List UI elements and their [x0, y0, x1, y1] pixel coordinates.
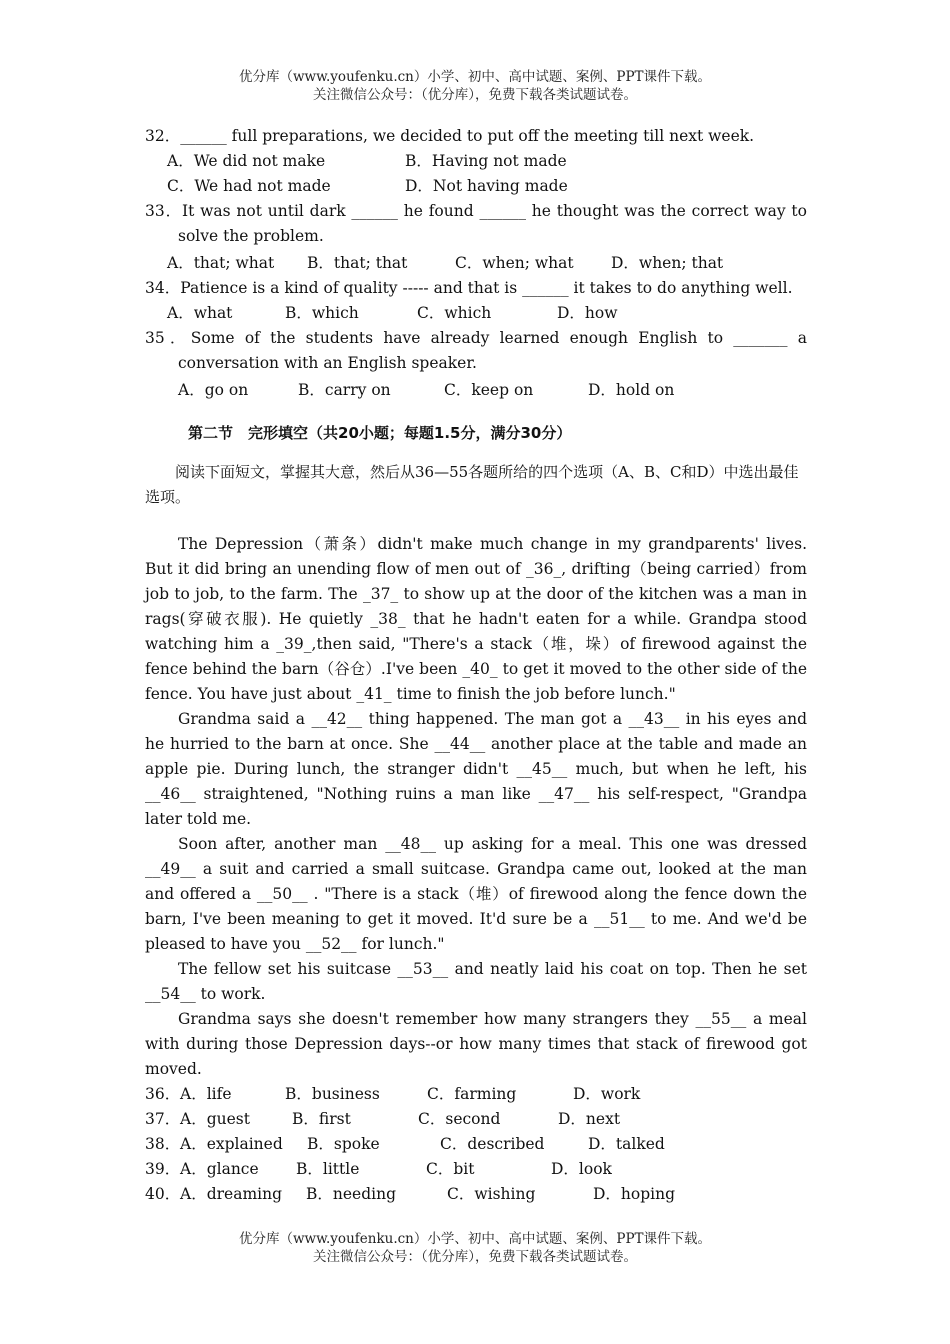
option-d: D．talked [588, 1135, 665, 1153]
option-d: D．look [551, 1160, 612, 1178]
option-row [145, 301, 807, 326]
question-stem: 35．Some of the students have already learned enough English to _______ a [145, 329, 807, 347]
option-c: C．described [440, 1135, 545, 1153]
passage-paragraph-3: Soon after, another man __48__ up asking for a meal. This one was dressed __49__ a suit and carried a small suitcase. Grandpa came out, looked at the man and offered a __50__ . "There is a stack（堆）of firewood along the fence down the barn, I've been meaning to get it moved. It'd sure be a __51__ to me. And we'd be pleased to have you __52__ for lunch." [145, 835, 807, 953]
cloze-number: 39． [145, 1160, 181, 1178]
passage-paragraph-4: The fellow set his suitcase __53__ and neatly laid his coat on top. Then he set __54__ to work. [145, 960, 807, 1003]
question-stem-continued: solve the problem. [178, 227, 324, 245]
cloze-number: 37． [145, 1110, 181, 1128]
option-c: C．bit [426, 1160, 475, 1178]
option-a: A．dreaming [180, 1185, 282, 1203]
option-a: A．that; what [167, 254, 275, 272]
option-c: C．farming [427, 1085, 517, 1103]
option-row [145, 149, 807, 174]
option-row [145, 378, 807, 403]
option-d: D．how [557, 304, 618, 322]
option-d: D．hoping [593, 1185, 676, 1203]
section-title: 第二节 完形填空（共20小题；每题1.5分，满分30分） [188, 424, 572, 442]
cloze-options [145, 1082, 807, 1207]
option-d: D．when; that [611, 254, 724, 272]
option-a: A．go on [178, 381, 249, 399]
option-a: A．We did not make [167, 152, 326, 170]
question-33 [145, 199, 807, 276]
option-c: C．which [417, 304, 492, 322]
option-d: D．work [573, 1085, 641, 1103]
option-c: C．wishing [447, 1185, 536, 1203]
option-c: C．keep on [444, 381, 534, 399]
cloze-number: 40． [145, 1185, 181, 1203]
option-b: B．business [285, 1085, 380, 1103]
passage-paragraph-1: The Depression（萧条）didn't make much change in my grandparents' lives. But it did bring an unending flow of men out of _36_, drifting（being carried）from job to job, to the farm. The _37_ to show up at the door of the kitchen was a man in rags(穿破衣服). He quietly _38_ that he hadn't eaten for a while. Grandpa stood watching him a _39_,then said, "There's a stack（堆，垛）of firewood against the fence behind the barn（谷仓）.I've been _40_ to get it moved to the other side of the fence. You have just about _41_ time to finish the job before lunch." [145, 535, 807, 703]
header-line-2: 关注微信公众号：（优分库），免费下载各类试题试卷。 [313, 87, 637, 103]
question-stem-continued: conversation with an English speaker. [178, 354, 477, 372]
option-b: B．first [292, 1110, 351, 1128]
option-a: A．life [180, 1085, 232, 1103]
question-35 [145, 326, 807, 403]
option-b: B．little [296, 1160, 360, 1178]
cloze-option-row-36 [145, 1082, 807, 1107]
question-stem: 33．It was not until dark ______ he found ______ he thought was the correct way to [145, 202, 807, 220]
option-row [145, 251, 807, 276]
option-c: C．We had not made [167, 177, 331, 195]
cloze-option-row-39 [145, 1157, 807, 1182]
option-d: D．next [558, 1110, 621, 1128]
question-32 [145, 124, 807, 199]
exam-body [145, 124, 807, 1207]
footer-line-2: 关注微信公众号：（优分库），免费下载各类试题试卷。 [313, 1249, 637, 1265]
option-b: B．carry on [298, 381, 391, 399]
option-b: B．that; that [307, 254, 408, 272]
cloze-option-row-40 [145, 1182, 807, 1207]
option-c: C．second [418, 1110, 501, 1128]
option-a: A．explained [180, 1135, 283, 1153]
question-34 [145, 276, 807, 326]
footer-line-1: 优分库（www.youfenku.cn）小学、初中、高中试题、案例、PPT课件下载。 [238, 1231, 712, 1247]
cloze-number: 36． [145, 1085, 181, 1103]
option-c: C．when; what [455, 254, 574, 272]
option-d: D．hold on [588, 381, 675, 399]
cloze-option-row-37 [145, 1107, 807, 1132]
option-a: A．glance [180, 1160, 259, 1178]
passage-paragraph-5: Grandma says she doesn't remember how many strangers they __55__ a meal with during those Depression days--or how many times that stack of firewood got moved. [145, 1010, 807, 1078]
option-d: D．Not having made [405, 177, 568, 195]
header-line-1: 优分库（www.youfenku.cn）小学、初中、高中试题、案例、PPT课件下载。 [238, 69, 712, 85]
passage-paragraph-2: Grandma said a __42__ thing happened. The man got a __43__ in his eyes and he hurried to the barn at once. She __44__ another place at the table and made an apple pie. During lunch, the stranger didn't __45__ much, but when he left, his __46__ straightened, "Nothing ruins a man like __47__ his self-respect, "Grandpa later told me. [145, 710, 807, 828]
instruction-text: 阅读下面短文，掌握其大意，然后从36—55各题所给的四个选项（A、B、C和D）中选出最佳选项。 [145, 463, 799, 506]
page-footer [0, 1230, 950, 1266]
option-b: B．Having not made [405, 152, 567, 170]
page-header [0, 68, 950, 104]
question-stem: 32．______ full preparations, we decided to put off the meeting till next week. [145, 127, 755, 145]
option-b: B．needing [306, 1185, 397, 1203]
option-a: A．what [167, 304, 233, 322]
option-b: B．which [285, 304, 359, 322]
option-a: A．guest [180, 1110, 250, 1128]
cloze-passage [145, 532, 807, 1082]
cloze-number: 38． [145, 1135, 181, 1153]
cloze-option-row-38 [145, 1132, 807, 1157]
option-b: B．spoke [307, 1135, 380, 1153]
question-stem: 34．Patience is a kind of quality ----- and that is ______ it takes to do anything well. [145, 279, 793, 297]
option-row [145, 174, 807, 199]
